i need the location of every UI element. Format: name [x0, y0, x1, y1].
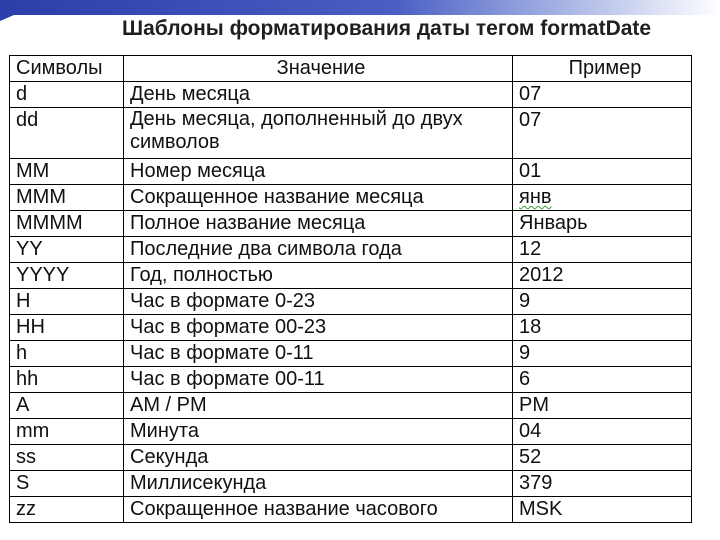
- meaning-cell: Час в формате 00-11: [124, 367, 513, 393]
- table-row: [10, 211, 692, 237]
- meaning-cell: Час в формате 0-11: [124, 341, 513, 367]
- symbol-cell: MM: [10, 159, 124, 185]
- example-cell: PM: [513, 393, 692, 419]
- symbol-cell: A: [10, 393, 124, 419]
- table-row: [10, 263, 692, 289]
- example-cell: 6: [513, 367, 692, 393]
- example-cell: 9: [513, 341, 692, 367]
- top-accent-bar: [0, 0, 720, 15]
- table-row: [10, 367, 692, 393]
- example-cell: [513, 185, 692, 211]
- slide-title: Шаблоны форматирования даты тегом formatDate: [122, 17, 652, 40]
- example-cell: 2012: [513, 263, 692, 289]
- symbol-cell: MMM: [10, 185, 124, 211]
- table-row: [10, 471, 692, 497]
- meaning-cell: Сокращенное название месяца: [124, 185, 513, 211]
- example-cell: 18: [513, 315, 692, 341]
- meaning-cell: Год, полностью: [124, 263, 513, 289]
- symbol-cell: mm: [10, 419, 124, 445]
- meaning-cell: День месяца, дополненный до двух символов: [124, 108, 513, 159]
- example-cell: 379: [513, 471, 692, 497]
- top-accent-wedge: [0, 15, 14, 21]
- table-row: [10, 82, 692, 108]
- meaning-cell: День месяца: [124, 82, 513, 108]
- meaning-cell: AM / PM: [124, 393, 513, 419]
- header-example: Пример: [513, 56, 692, 82]
- meaning-cell: Миллисекунда: [124, 471, 513, 497]
- example-text-spellcheck: янв: [519, 186, 552, 208]
- table-row: [10, 159, 692, 185]
- symbol-cell: zz: [10, 497, 124, 523]
- meaning-cell: Последние два символа года: [124, 237, 513, 263]
- symbol-cell: HH: [10, 315, 124, 341]
- table-row: [10, 497, 692, 523]
- header-symbols: Символы: [10, 56, 124, 82]
- table-header-row: [10, 56, 692, 82]
- table-row: [10, 185, 692, 211]
- example-cell: 12: [513, 237, 692, 263]
- example-cell: MSK: [513, 497, 692, 523]
- format-table-container: [9, 55, 692, 523]
- table-row: [10, 341, 692, 367]
- table-row: [10, 419, 692, 445]
- table-row: [10, 289, 692, 315]
- symbol-cell: YY: [10, 237, 124, 263]
- meaning-cell: Сокращенное название часового: [124, 497, 513, 523]
- meaning-cell: Номер месяца: [124, 159, 513, 185]
- symbol-cell: ss: [10, 445, 124, 471]
- example-cell: Январь: [513, 211, 692, 237]
- example-cell: 9: [513, 289, 692, 315]
- symbol-cell: H: [10, 289, 124, 315]
- format-table: [9, 55, 692, 523]
- symbol-cell: hh: [10, 367, 124, 393]
- example-cell: 07: [513, 108, 692, 159]
- table-row: [10, 108, 692, 159]
- symbol-cell: d: [10, 82, 124, 108]
- example-cell: 52: [513, 445, 692, 471]
- symbol-cell: S: [10, 471, 124, 497]
- table-row: [10, 445, 692, 471]
- example-cell: 01: [513, 159, 692, 185]
- table-row: [10, 393, 692, 419]
- header-meaning: Значение: [124, 56, 513, 82]
- symbol-cell: dd: [10, 108, 124, 159]
- meaning-cell: Секунда: [124, 445, 513, 471]
- example-cell: 04: [513, 419, 692, 445]
- meaning-cell: Полное название месяца: [124, 211, 513, 237]
- symbol-cell: MMMM: [10, 211, 124, 237]
- meaning-cell: Час в формате 0-23: [124, 289, 513, 315]
- table-row: [10, 237, 692, 263]
- table-row: [10, 315, 692, 341]
- example-cell: 07: [513, 82, 692, 108]
- meaning-cell: Минута: [124, 419, 513, 445]
- meaning-cell: Час в формате 00-23: [124, 315, 513, 341]
- symbol-cell: h: [10, 341, 124, 367]
- symbol-cell: YYYY: [10, 263, 124, 289]
